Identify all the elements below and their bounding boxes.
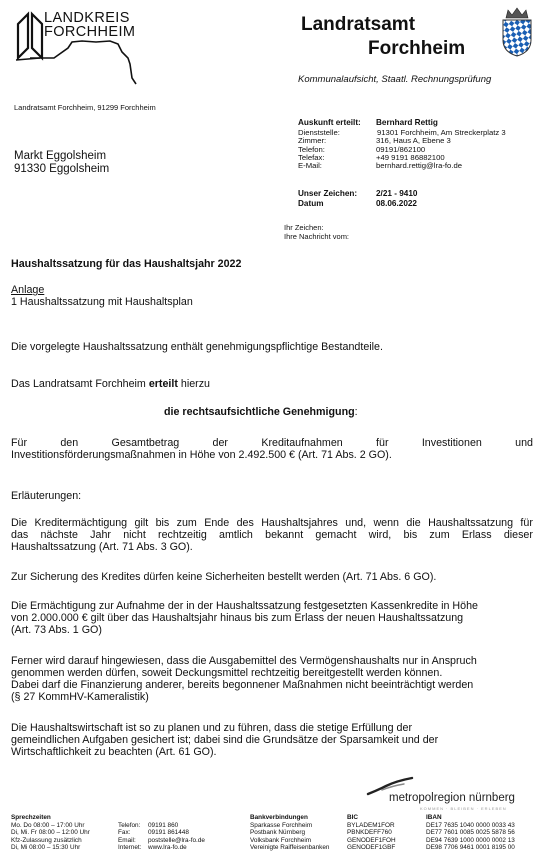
paragraph-7-line-1: Ferner wird darauf hingewiesen, dass die Ausgabemittel des Vermögenshaushalts nur in Anspruch: [11, 655, 477, 667]
contact-label: Telefax:: [298, 152, 325, 162]
contact-label: Zimmer:: [298, 136, 327, 146]
paragraph-8-line-2: gemeindlichen Aufgaben gesichert ist; dabei sind die Grundsätze der Sparsamkeit und der: [11, 734, 439, 746]
word: und: [515, 437, 533, 449]
footer-office-hours: [11, 814, 90, 852]
contact-value: +49 9191 86882100: [376, 152, 445, 162]
footer-email-link[interactable]: poststelle@lra-fo.de: [148, 836, 205, 844]
department-subtitle: Kommunalaufsicht, Staatl. Rechnungsprüfung: [298, 74, 492, 85]
approval-statement: [164, 407, 358, 419]
date-label: Datum: [298, 199, 324, 208]
word: bis: [155, 517, 170, 529]
contact-label: Telefon:: [118, 821, 141, 829]
word: Die: [11, 517, 28, 529]
footer-contact-labels: [118, 822, 141, 852]
approval-bold: die rechtsaufsichtliche Genehmigung: [164, 406, 355, 418]
footer-iban: [426, 814, 515, 852]
attachment-heading: Anlage: [11, 284, 45, 296]
letter-date: [298, 199, 417, 208]
word: des: [236, 517, 254, 529]
word: bis: [403, 529, 418, 541]
word: wenn: [373, 517, 400, 529]
iban-code: DE94 7639 1000 0000 0002 13: [426, 836, 515, 844]
your-reference-label: Ihr Zeichen:: [284, 223, 324, 232]
word: nächste: [40, 529, 78, 541]
iban-code: DE77 7601 0085 0025 5878 56: [426, 829, 515, 837]
contact-label: Telefon:: [298, 144, 325, 154]
contact-heading-label: Auskunft erteilt:: [298, 118, 361, 127]
bic-code: GENODEF1GBF: [347, 844, 396, 852]
letter-subject: Haushaltssatzung für das Haushaltsjahr 2022: [11, 258, 242, 270]
bank-name: Vereinigte Raiffeisenbanken: [250, 844, 330, 852]
paragraph-8-line-3: Wirtschaftlichkeit zu beachten (Art. 61 GO).: [11, 746, 217, 758]
reference-label: Unser Zeichen:: [298, 189, 358, 198]
word: wird,: [368, 529, 392, 541]
paragraph-7-line-2: genommen werden dürfen, soweit Deckungsmittel rechtzeitig bereitgestellt werden können.: [11, 667, 443, 679]
bic-code: GENODEF1FOH: [347, 836, 396, 844]
word: Kreditaufnahmen: [261, 437, 343, 449]
iban-heading: IBAN: [426, 814, 442, 821]
bank-name: Volksbank Forchheim: [250, 836, 312, 844]
p2-text-end: hierzu: [177, 378, 211, 390]
contact-value: 91301 Forchheim, Am Streckerplatz 3: [377, 128, 506, 137]
bank-name: Postbank Nürnberg: [250, 829, 306, 837]
footer-website-link[interactable]: www.lra-fo.de: [148, 844, 187, 852]
contact-block: [298, 119, 506, 170]
paragraph-6-line-2: von 2.000.000 € gilt über das Haushaltsjahr hinaus bis zum Erlass der neuen Haushaltssatzung: [11, 612, 464, 624]
bic-code: PBNKDEFF760: [347, 829, 392, 837]
recipient-city: 91330 Eggolsheim: [14, 163, 110, 175]
word: amtlich: [219, 529, 253, 541]
date-value: 08.06.2022: [376, 199, 417, 208]
your-message-label: Ihre Nachricht vom:: [284, 232, 350, 241]
word: Für: [11, 437, 28, 449]
word: Gesamtbetrag: [111, 437, 180, 449]
paragraph-6-line-3: (Art. 73 Abs. 1 GO): [11, 624, 102, 636]
word: bekannt: [265, 529, 304, 541]
word: Ende: [204, 517, 230, 529]
contact-heading-value: Bernhard Rettig: [376, 118, 438, 127]
contact-email[interactable]: bernhard.rettig@lra-fo.de: [376, 161, 463, 171]
word: und,: [345, 517, 367, 529]
reference-value: 2/21 - 9410: [376, 189, 418, 198]
office-hours-line: Kfz-Zulassung zusätzlich: [11, 836, 82, 844]
word: für: [376, 437, 389, 449]
explanations-heading: Erläuterungen:: [11, 490, 82, 502]
logo-text-landkreis: LANDKREIS: [44, 10, 130, 26]
contact-label: Dienststelle:: [298, 128, 340, 137]
word: rechtzeitig: [158, 529, 207, 541]
paragraph-8-line-1: Die Haushaltswirtschaft ist so zu planen und zu führen, dass die stetige Erfüllung der: [11, 722, 413, 734]
footer-fax: 09191 861448: [148, 829, 189, 837]
iban-code: DE98 7706 9461 0001 8195 00: [426, 844, 515, 852]
paragraph-5: Zur Sicherung des Kredites dürfen keine Sicherheiten bestellt werden (Art. 71 Abs. 6 GO).: [11, 571, 437, 583]
word: Erlass: [461, 529, 492, 541]
word: für: [520, 517, 533, 529]
paragraph-6-line-1: Die Ermächtigung zur Aufnahme der in der Haushaltssatzung festgesetzten Kassenkredite in Höhe: [11, 600, 478, 612]
bank-name: Sparkasse Forchheim: [250, 821, 313, 829]
paragraph-7-line-3: Dabei darf die Finanzierung anderer, bereits begonnener Maßnahmen nicht beeinträchtigt werden: [11, 679, 474, 691]
word: zum: [176, 517, 197, 529]
word: Haushaltsjahres: [261, 517, 338, 529]
paragraph-2: [11, 379, 210, 391]
office-hours-line: Di, Mi 08:00 – 15:30 Uhr: [11, 844, 81, 852]
office-hours-line: Mo. Do 08:00 – 17:00 Uhr: [11, 821, 85, 829]
word: Jahr: [90, 529, 111, 541]
banks-heading: Bankverbindungen: [250, 814, 308, 821]
iban-code: DE17 7635 1040 0000 0033 43: [426, 821, 515, 829]
recipient-name: Markt Eggolsheim: [14, 150, 107, 162]
return-address: Landratsamt Forchheim, 91299 Forchheim: [14, 103, 156, 112]
paragraph-1: Die vorgelegte Haushaltssatzung enthält genehmigungspflichtige Bestandteile.: [11, 341, 383, 353]
metropolregion-label: metropolregion nürnberg: [389, 792, 515, 804]
word: die: [406, 517, 421, 529]
word: der: [212, 437, 228, 449]
reference-number: [298, 189, 417, 198]
word: dieser: [503, 529, 533, 541]
office-title-line1: Landratsamt: [301, 14, 416, 35]
contact-label: Internet:: [118, 844, 142, 852]
word: Haushaltssatzung: [428, 517, 514, 529]
footer-phone: 09191 860: [148, 821, 179, 829]
word: nicht: [123, 529, 146, 541]
office-hours-line: Di, Mi. Fr 08:00 – 12:00 Uhr: [11, 829, 90, 837]
paragraph-3-line-2: Investitionsförderungsmaßnahmen in Höhe von 2.492.500 € (Art. 71 Abs. 2 GO).: [11, 449, 392, 461]
word: zum: [429, 529, 450, 541]
bic-heading: BIC: [347, 814, 359, 821]
paragraph-4-line-3: Haushaltssatzung (Art. 71 Abs. 3 GO).: [11, 541, 193, 553]
contact-label: Email:: [118, 836, 136, 844]
word: Kreditermächtigung: [34, 517, 128, 529]
word: gemacht: [315, 529, 357, 541]
contact-value: 09191/862100: [376, 144, 426, 154]
word: gilt: [134, 517, 149, 529]
p2-text: Das Landratsamt Forchheim: [11, 378, 149, 390]
bavarian-crest-icon: [497, 6, 537, 58]
word: Investitionen: [421, 437, 482, 449]
footer-contact-values: [148, 822, 205, 852]
logo-text-forchheim: FORCHHEIM: [44, 24, 136, 40]
attachment-text: 1 Haushaltssatzung mit Haushaltsplan: [11, 296, 193, 308]
bic-code: BYLADEM1FOR: [347, 821, 395, 829]
contact-label: E-Mail:: [298, 161, 322, 171]
word: das: [11, 529, 29, 541]
office-title-line2: Forchheim: [368, 38, 466, 59]
contact-row: [298, 162, 506, 170]
approval-colon: :: [354, 406, 358, 418]
contact-value: 316, Haus A, Ebene 3: [376, 136, 451, 146]
footer-banks: [250, 814, 329, 852]
paragraph-7-line-4: (§ 27 KommHV-Kameralistik): [11, 691, 149, 703]
p2-bold: erteilt: [148, 378, 178, 390]
office-hours-heading: Sprechzeiten: [11, 814, 51, 821]
word: den: [60, 437, 79, 449]
footer-bic: [347, 814, 396, 852]
contact-label: Fax:: [118, 829, 131, 837]
metropolregion-slogan: KOMMEN · BLEIBEN · ERLEBEN: [420, 806, 507, 811]
